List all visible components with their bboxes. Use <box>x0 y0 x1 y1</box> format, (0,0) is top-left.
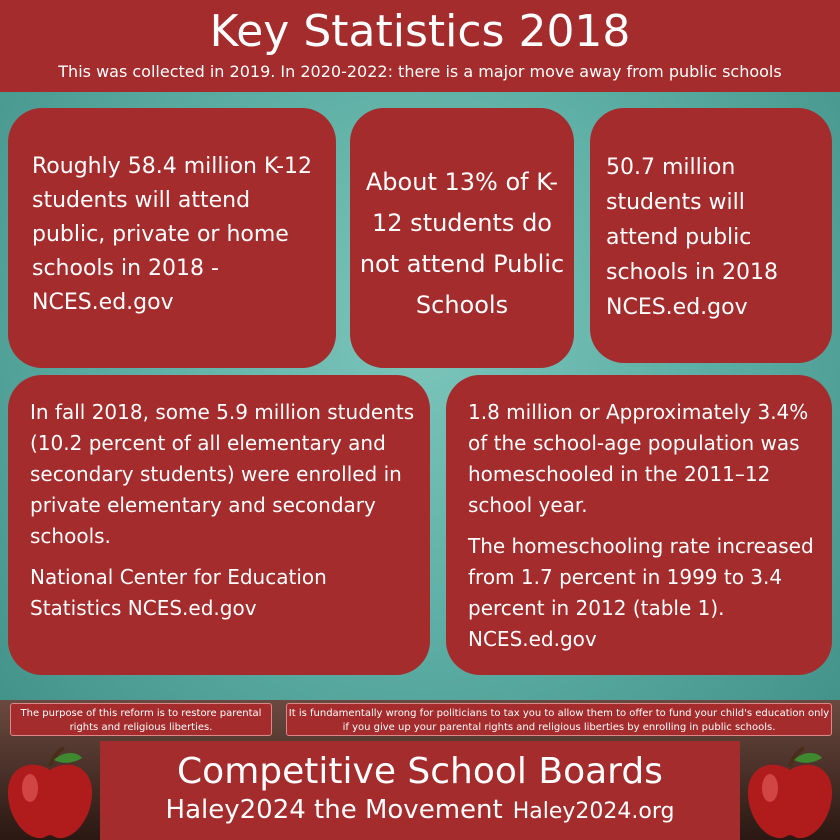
stat-card-homeschool <box>446 375 832 675</box>
footer-title: Competitive School Boards <box>177 751 663 792</box>
movement-name: Haley2024 the Movement <box>165 795 503 825</box>
stat-card-public <box>590 108 832 363</box>
footer-banner <box>100 741 740 840</box>
stat-text: About 13% of K-12 students do not attend Public Schools <box>359 168 565 319</box>
stat-text: 1.8 million or Approximately 3.4% of the school-age population was homeschooled in the 2011–12 school year. <box>468 400 809 517</box>
stat-text-2: The homeschooling rate increased from 1.7 percent in 1999 to 3.4 percent in 2012 (table 1). NCES.ed.gov <box>468 534 814 651</box>
stat-card-not-public <box>350 108 574 368</box>
page-subtitle: This was collected in 2019. In 2020-2022: there is a major move away from public schools <box>58 62 782 81</box>
note-argument: It is fundamentally wrong for politicians to tax you to allow them to offer to fund your child's education only if you give up your parental rights and religious liberties by enrolling in public schools. <box>286 703 832 736</box>
apple-icon <box>2 744 98 840</box>
stat-text: Roughly 58.4 million K-12 students will attend public, private or home schools in 2018 - NCES.ed.gov <box>32 154 313 315</box>
stat-card-private <box>8 375 430 675</box>
stat-text: 50.7 million students will attend public schools in 2018 NCES.ed.gov <box>606 155 779 320</box>
page-title: Key Statistics 2018 <box>209 6 631 57</box>
header-banner <box>0 0 840 92</box>
stat-source: National Center for Education Statistics NCES.ed.gov <box>30 565 327 620</box>
website-link[interactable]: Haley2024.org <box>512 799 675 824</box>
footer-subtitle <box>100 793 740 829</box>
apple-icon <box>742 744 838 840</box>
stat-text: In fall 2018, some 5.9 million students (10.2 percent of all elementary and secondary students) were enrolled in private elementary and secondary schools. <box>30 400 415 548</box>
note-purpose: The purpose of this reform is to restore parental rights and religious liberties. <box>10 703 272 736</box>
stat-card-total-students <box>8 108 336 368</box>
